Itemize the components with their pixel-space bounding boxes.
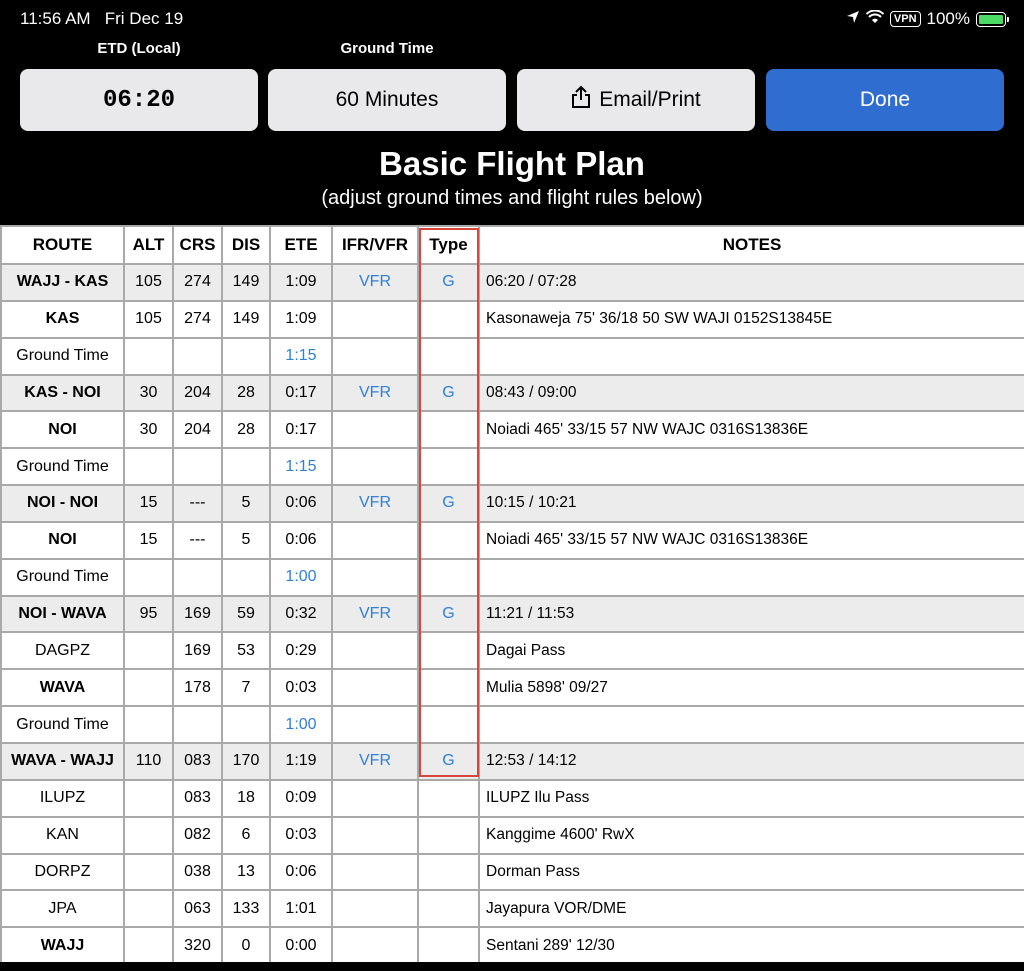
cell-dis: 149 [222,301,270,338]
cell-route: Ground Time [1,338,124,375]
cell-crs [173,448,222,485]
cell-alt: 15 [124,522,173,559]
share-icon [571,85,591,115]
cell-notes: 08:43 / 09:00 [479,375,1024,412]
type-toggle[interactable]: G [418,485,479,522]
cell-route: KAN [1,817,124,854]
cell-alt: 30 [124,411,173,448]
cell-alt: 15 [124,485,173,522]
location-icon [846,9,860,29]
cell-dis: 5 [222,522,270,559]
cell-dis: 5 [222,485,270,522]
cell-route: DORPZ [1,854,124,891]
cell-dis [222,448,270,485]
cell-ete: 1:01 [270,890,332,927]
cell-rule [332,522,418,559]
cell-ete: 0:06 [270,854,332,891]
cell-alt [124,817,173,854]
status-time: 11:56 AM Fri Dec 19 [20,9,184,28]
cell-type [418,817,479,854]
ground-time-row [1,338,1024,375]
cell-rule [332,817,418,854]
leg-row [1,264,1024,301]
cell-alt [124,669,173,706]
cell-route: NOI [1,522,124,559]
ground-time-value[interactable]: 1:15 [270,448,332,485]
leg-row [1,485,1024,522]
battery-fill [979,15,1003,24]
cell-rule [332,301,418,338]
etd-label: ETD (Local) [97,40,181,57]
cell-route: Ground Time [1,559,124,596]
cell-route: WAVA - WAJJ [1,743,124,780]
column-header-ete: ETE [270,226,332,264]
cell-dis: 53 [222,632,270,669]
cell-route: KAS - NOI [1,375,124,412]
cell-alt [124,706,173,743]
table-row [1,669,1024,706]
cell-dis: 6 [222,817,270,854]
cell-rule [332,559,418,596]
cell-type [418,854,479,891]
cell-ete: 0:32 [270,596,332,633]
status-bar [0,0,1024,38]
status-date: Fri Dec 19 [104,9,184,28]
cell-type [418,780,479,817]
email-print-label: Email/Print [599,88,701,111]
ground-time-value[interactable]: 1:15 [270,338,332,375]
cell-crs: 204 [173,375,222,412]
table-row [1,854,1024,891]
ground-time-value[interactable]: 1:00 [270,559,332,596]
cell-notes [479,448,1024,485]
cell-ete: 1:09 [270,264,332,301]
cell-notes: ILUPZ Ilu Pass [479,780,1024,817]
ground-time-row [1,448,1024,485]
cell-route: NOI [1,411,124,448]
cell-dis [222,706,270,743]
cell-route: ILUPZ [1,780,124,817]
cell-crs: 169 [173,632,222,669]
column-header-type: Type [418,226,479,264]
cell-type [418,338,479,375]
cell-type [418,448,479,485]
cell-notes: Noiadi 465' 33/15 57 NW WAJC 0316S13836E [479,411,1024,448]
cell-crs: 169 [173,596,222,633]
cell-type [418,706,479,743]
cell-dis: 13 [222,854,270,891]
cell-crs: 083 [173,780,222,817]
cell-route: WAVA [1,669,124,706]
cell-dis: 59 [222,596,270,633]
battery-percent: 100% [926,9,970,28]
cell-dis: 28 [222,375,270,412]
ground-time-button[interactable] [268,69,506,131]
cell-dis: 133 [222,890,270,927]
cell-rule [332,854,418,891]
cell-route: WAJJ - KAS [1,264,124,301]
cell-alt [124,338,173,375]
type-toggle[interactable]: G [418,743,479,780]
type-toggle[interactable]: G [418,375,479,412]
flight-plan-table [0,225,1024,965]
cell-type [418,301,479,338]
cell-crs: --- [173,485,222,522]
cell-notes: 11:21 / 11:53 [479,596,1024,633]
flight-rule-toggle[interactable]: VFR [332,596,418,633]
leg-row [1,743,1024,780]
cell-alt [124,559,173,596]
cell-rule [332,411,418,448]
flight-rule-toggle[interactable]: VFR [332,743,418,780]
cell-alt [124,854,173,891]
cell-notes: Noiadi 465' 33/15 57 NW WAJC 0316S13836E [479,522,1024,559]
table-row [1,780,1024,817]
cell-crs: 082 [173,817,222,854]
cell-notes: Sentani 289' 12/30 [479,927,1024,964]
cell-ete: 0:29 [270,632,332,669]
cell-dis: 18 [222,780,270,817]
cell-route: NOI - WAVA [1,596,124,633]
cell-rule [332,780,418,817]
cell-alt [124,890,173,927]
cell-alt [124,927,173,964]
leg-row [1,596,1024,633]
table-row [1,301,1024,338]
flight-rule-toggle[interactable]: VFR [332,264,418,301]
table-row [1,632,1024,669]
table-row [1,411,1024,448]
table-row [1,890,1024,927]
cell-rule [332,706,418,743]
ground-time-row [1,706,1024,743]
cell-ete: 1:19 [270,743,332,780]
etd-button[interactable] [20,69,258,131]
cell-type [418,559,479,596]
cell-alt: 95 [124,596,173,633]
cell-type [418,669,479,706]
column-header-alt: ALT [124,226,173,264]
cell-crs [173,338,222,375]
cell-ete: 0:00 [270,927,332,964]
cell-notes: Kanggime 4600' RwX [479,817,1024,854]
cell-ete: 0:06 [270,485,332,522]
status-icons [846,9,1006,29]
table-row [1,817,1024,854]
cell-alt: 105 [124,264,173,301]
cell-ete: 0:09 [270,780,332,817]
cell-route: NOI - NOI [1,485,124,522]
cell-rule [332,890,418,927]
cell-notes [479,559,1024,596]
cell-crs [173,559,222,596]
cell-alt: 105 [124,301,173,338]
cell-notes [479,706,1024,743]
cell-dis: 149 [222,264,270,301]
cell-ete: 0:06 [270,522,332,559]
leg-row [1,375,1024,412]
cell-ete: 0:17 [270,411,332,448]
ground-time-row [1,559,1024,596]
flight-rule-toggle[interactable]: VFR [332,485,418,522]
cell-route: KAS [1,301,124,338]
cell-dis: 0 [222,927,270,964]
cell-dis [222,559,270,596]
column-header-route: ROUTE [1,226,124,264]
cell-ete: 0:17 [270,375,332,412]
cell-rule [332,632,418,669]
cell-type [418,411,479,448]
email-print-button[interactable] [517,69,755,131]
cell-crs: --- [173,522,222,559]
cell-route: Ground Time [1,448,124,485]
table-header-row [1,226,1024,264]
etd-value: 06:20 [102,86,175,114]
vpn-badge: VPN [890,11,921,27]
battery-icon [976,12,1006,27]
cell-dis: 7 [222,669,270,706]
cell-dis: 170 [222,743,270,780]
cell-ete: 1:09 [270,301,332,338]
cell-route: WAJJ [1,927,124,964]
wifi-icon [866,9,884,29]
table-row [1,927,1024,964]
page-subtitle: (adjust ground times and flight rules below) [321,187,703,209]
cell-crs: 038 [173,854,222,891]
cell-notes: Mulia 5898' 09/27 [479,669,1024,706]
cell-type [418,927,479,964]
cell-notes: 06:20 / 07:28 [479,264,1024,301]
bottom-bar [0,962,1024,971]
cell-route: Ground Time [1,706,124,743]
column-header-notes: NOTES [479,226,1024,264]
cell-alt [124,780,173,817]
done-label: Done [859,88,911,111]
cell-dis: 28 [222,411,270,448]
cell-crs: 320 [173,927,222,964]
column-header-ifr-vfr: IFR/VFR [332,226,418,264]
done-button[interactable] [766,69,1004,131]
cell-type [418,632,479,669]
cell-crs: 063 [173,890,222,927]
type-toggle[interactable]: G [418,596,479,633]
cell-ete: 0:03 [270,669,332,706]
ground-time-value: 60 Minutes [335,88,439,111]
ground-time-label: Ground Time [340,40,434,57]
page-title: Basic Flight Plan [379,145,645,182]
cell-rule [332,669,418,706]
cell-rule [332,338,418,375]
cell-crs: 083 [173,743,222,780]
column-header-dis: DIS [222,226,270,264]
cell-notes: Dagai Pass [479,632,1024,669]
cell-notes: Kasonaweja 75' 36/18 50 SW WAJI 0152S13845E [479,301,1024,338]
cell-notes: 10:15 / 10:21 [479,485,1024,522]
cell-alt: 30 [124,375,173,412]
type-toggle[interactable]: G [418,264,479,301]
cell-rule [332,448,418,485]
flight-plan-table-container [0,225,1024,962]
ground-time-value[interactable]: 1:00 [270,706,332,743]
cell-crs: 274 [173,301,222,338]
cell-alt: 110 [124,743,173,780]
flight-rule-toggle[interactable]: VFR [332,375,418,412]
cell-type [418,522,479,559]
cell-crs: 204 [173,411,222,448]
cell-type [418,890,479,927]
cell-ete: 0:03 [270,817,332,854]
cell-notes: Dorman Pass [479,854,1024,891]
cell-route: DAGPZ [1,632,124,669]
cell-dis [222,338,270,375]
cell-crs: 178 [173,669,222,706]
cell-rule [332,927,418,964]
cell-crs: 274 [173,264,222,301]
cell-notes: Jayapura VOR/DME [479,890,1024,927]
column-header-crs: CRS [173,226,222,264]
cell-crs [173,706,222,743]
cell-alt [124,632,173,669]
cell-notes: 12:53 / 14:12 [479,743,1024,780]
cell-route: JPA [1,890,124,927]
cell-alt [124,448,173,485]
table-row [1,522,1024,559]
cell-notes [479,338,1024,375]
